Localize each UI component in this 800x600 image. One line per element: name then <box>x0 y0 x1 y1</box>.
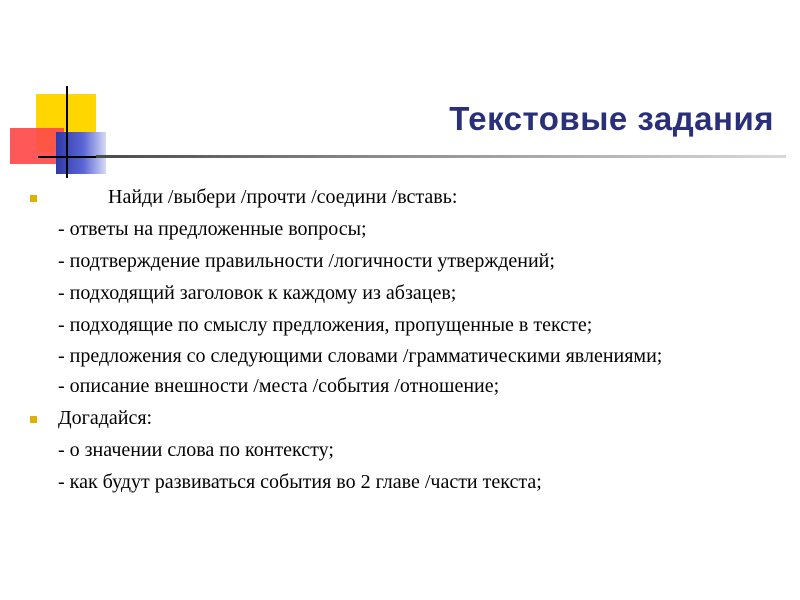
slide-content <box>24 178 774 495</box>
slide-title: Текстовые задания <box>449 100 774 137</box>
list-item: - подтверждение правильности /логичности утверждений; <box>58 250 555 272</box>
bullet-heading: Догадайся: <box>58 407 153 429</box>
list-item: - описание внешности /места /события /отношение; <box>58 375 500 397</box>
bullet-heading: Найди /выбери /прочти /соедини /вставь: <box>108 186 458 208</box>
list-item: - предложения со следующими словами /грамматическими явлениями; <box>58 345 663 367</box>
bullet-section-find <box>24 185 774 210</box>
list-item: - ответы на предложенные вопросы; <box>58 218 367 240</box>
list-item: - о значении слова по контексту; <box>58 439 334 461</box>
decor-vertical-line <box>66 86 68 178</box>
title-divider <box>96 155 786 158</box>
decor-blue-square <box>56 132 106 174</box>
list-item: - подходящий заголовок к каждому из абзацев; <box>58 282 457 304</box>
square-bullet-icon <box>30 195 37 202</box>
list-item: - подходящие по смыслу предложения, пропущенные в тексте; <box>58 314 593 336</box>
square-bullet-icon <box>30 416 37 423</box>
bullet-section-guess <box>24 406 774 431</box>
list-item: - как будут развиваться события во 2 главе /части текста; <box>58 471 542 493</box>
